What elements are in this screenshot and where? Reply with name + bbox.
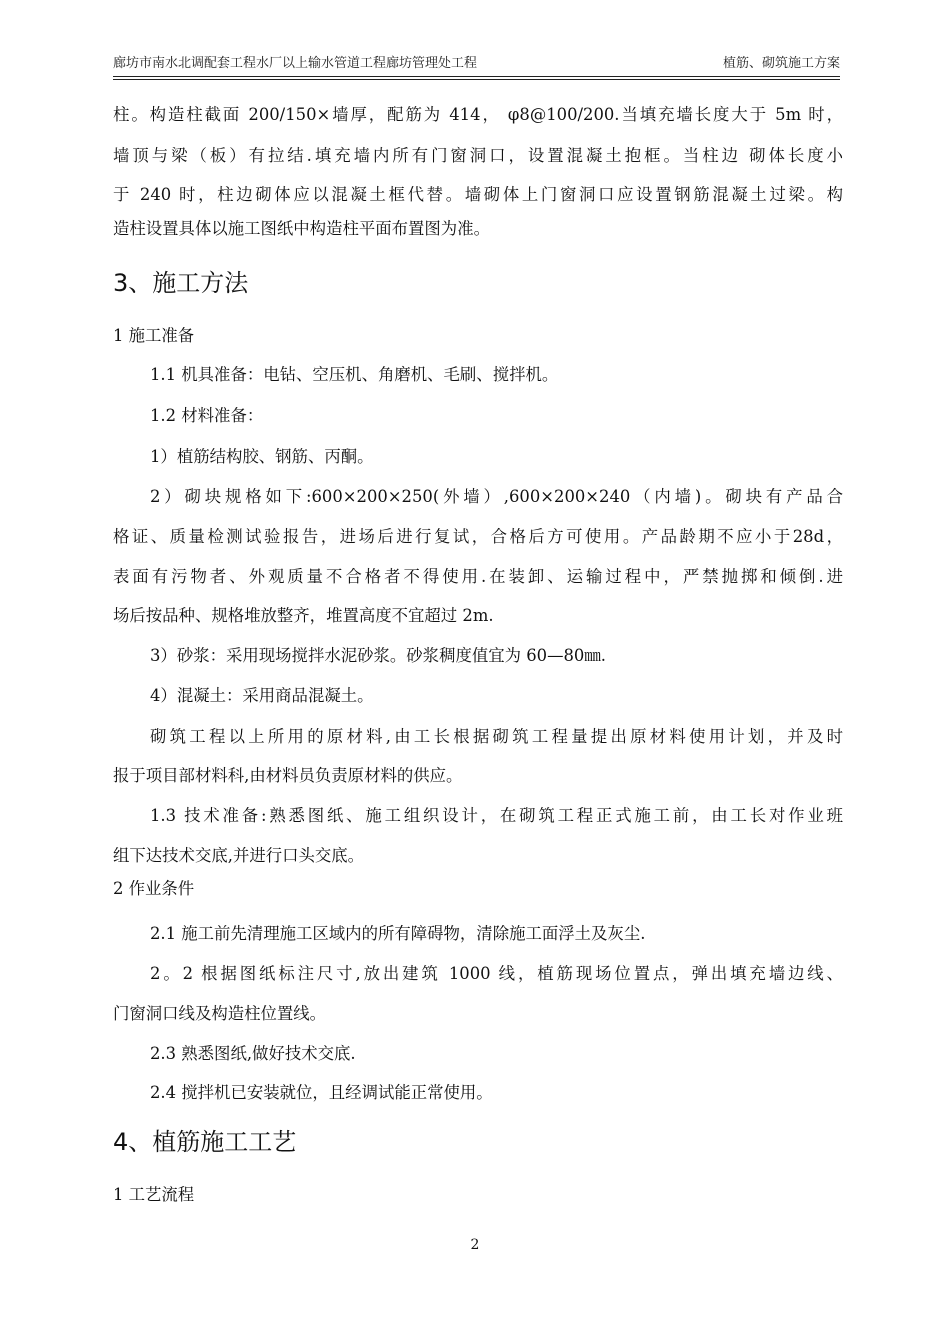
- page-header: [113, 56, 840, 77]
- header-divider: [113, 79, 840, 80]
- paragraph-line: 门窗洞口线及构造柱位置线。: [113, 1004, 327, 1023]
- paragraph-line: 报于项目部材料科,由材料员负责原材料的供应。: [113, 766, 463, 785]
- paragraph-line: 2.3 熟悉图纸,做好技术交底.: [150, 1044, 356, 1063]
- paragraph-line: 墙顶与梁（板）有拉结.填充墙内所有门窗洞口，设置混凝土抱框。当柱边 砌体长度小: [113, 146, 843, 165]
- paragraph-line: 组下达技术交底,并进行口头交底。: [113, 846, 365, 865]
- subsection-heading: 2 作业条件: [113, 879, 195, 898]
- paragraph-line: 表面有污物者、外观质量不合格者不得使用.在装卸、运输过程中，严禁抛掷和倾倒.进: [113, 567, 843, 586]
- paragraph-line: 2。2 根据图纸标注尺寸,放出建筑 1000 线，植筋现场位置点，弹出填充墙边线、: [150, 964, 843, 983]
- subsection-heading: 1 工艺流程: [113, 1185, 195, 1204]
- paragraph-line: 2.1 施工前先清理施工区域内的所有障碍物，清除施工面浮土及灰尘.: [150, 924, 646, 943]
- paragraph-line: 1.1 机具准备：电钻、空压机、角磨机、毛刷、搅拌机。: [150, 365, 559, 384]
- list-item: 4）混凝土：采用商品混凝土。: [150, 686, 374, 705]
- paragraph-line: 2.4 搅拌机已安装就位，且经调试能正常使用。: [150, 1083, 493, 1102]
- paragraph-line: 场后按品种、规格堆放整齐，堆置高度不宜超过 2m.: [113, 606, 494, 625]
- paragraph-line: 造柱设置具体以施工图纸中构造柱平面布置图为准。: [113, 219, 490, 238]
- paragraph-line: 柱。构造柱截面 200/150×墙厚，配筋为 414， φ8@100/200.当填充墙长度大于 5m 时，: [113, 105, 843, 124]
- paragraph-line: 于 240 时，柱边砌体应以混凝土框代替。墙砌体上门窗洞口应设置钢筋混凝土过梁。构: [113, 185, 843, 204]
- section-heading: 3、施工方法: [113, 269, 249, 297]
- page-number: 2: [470, 1237, 480, 1253]
- header-project-title: 廊坊市南水北调配套工程水厂以上输水管道工程廊坊管理处工程: [113, 56, 478, 71]
- paragraph-line: 格证、质量检测试验报告，进场后进行复试，合格后方可使用。产品龄期不应小于28d，: [113, 527, 843, 546]
- subsection-heading: 1 施工准备: [113, 326, 195, 345]
- paragraph-line: 砌筑工程以上所用的原材料,由工长根据砌筑工程量提出原材料使用计划，并及时: [150, 727, 843, 746]
- list-item: 1）植筋结构胶、钢筋、丙酮。: [150, 447, 374, 466]
- paragraph-line: 1.3 技术准备:熟悉图纸、施工组织设计，在砌筑工程正式施工前，由工长对作业班: [150, 806, 843, 825]
- header-document-title: 植筋、砌筑施工方案: [722, 56, 840, 71]
- list-item: 3）砂浆：采用现场搅拌水泥砂浆。砂浆稠度值宜为 60—80㎜.: [150, 646, 606, 665]
- section-heading: 4、植筋施工工艺: [113, 1128, 297, 1156]
- list-item: 2）砌块规格如下:600×200×250(外墙）,600×200×240（内墙)。砌块有产品合: [150, 487, 843, 506]
- paragraph-line: 1.2 材料准备：: [150, 406, 264, 425]
